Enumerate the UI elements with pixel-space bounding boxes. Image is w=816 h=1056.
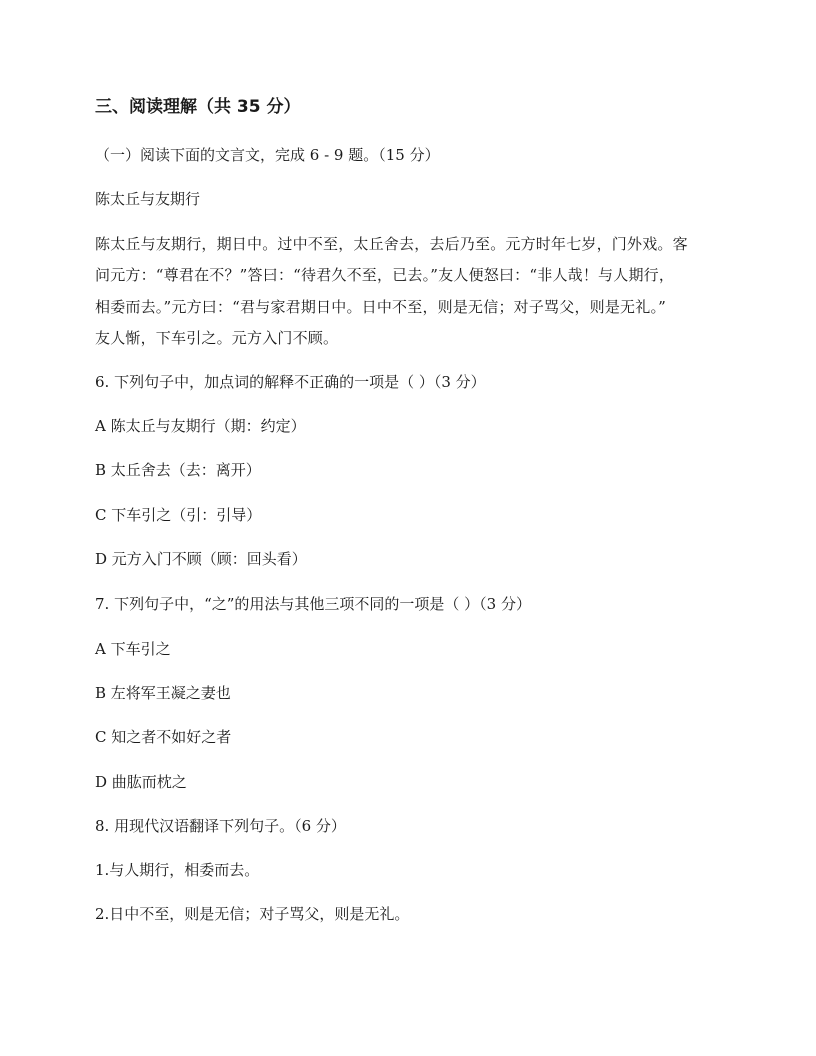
question-7-option-d: D 曲肱而枕之 [95,773,187,791]
question-8-item-1: 1.与人期行，相委而去。 [95,861,260,879]
question-6-option-c: C 下车引之（引：引导） [95,506,262,524]
question-8-stem: 8. 用现代汉语翻译下列句子。（6 分） [95,817,346,835]
part1-instruction: （一）阅读下面的文言文，完成 6 - 9 题。（15 分） [95,146,440,164]
passage-title: 陈太丘与友期行 [95,190,201,208]
question-7-stem: 7. 下列句子中，“之”的用法与其他三项不同的一项是（ ）（3 分） [95,595,531,613]
passage-line: 问元方：“尊君在不？”答曰：“待君久不至，已去。”友人便怒曰：“非人哉！与人期行， [95,266,675,284]
question-7-option-b: B 左将军王凝之妻也 [95,684,231,702]
question-6-option-b: B 太丘舍去（去：离开） [95,461,261,479]
passage-line: 相委而去。”元方曰：“君与家君期日中。日中不至，则是无信；对子骂父，则是无礼。” [95,298,667,316]
section-title: 三、阅读理解（共 35 分） [95,97,301,117]
passage-line: 陈太丘与友期行，期日中。过中不至，太丘舍去，去后乃至。元方时年七岁，门外戏。客 [95,235,688,253]
question-7-option-c: C 知之者不如好之者 [95,728,232,746]
question-6-stem: 6. 下列句子中，加点词的解释不正确的一项是（ ）（3 分） [95,373,486,391]
question-8-item-2: 2.日中不至，则是无信；对子骂父，则是无礼。 [95,905,410,923]
question-6-option-a: A 陈太丘与友期行（期：约定） [95,417,306,435]
question-7-option-a: A 下车引之 [95,640,171,658]
question-6-option-d: D 元方入门不顾（顾：回头看） [95,550,307,568]
passage-line: 友人惭，下车引之。元方入门不顾。 [95,329,339,347]
